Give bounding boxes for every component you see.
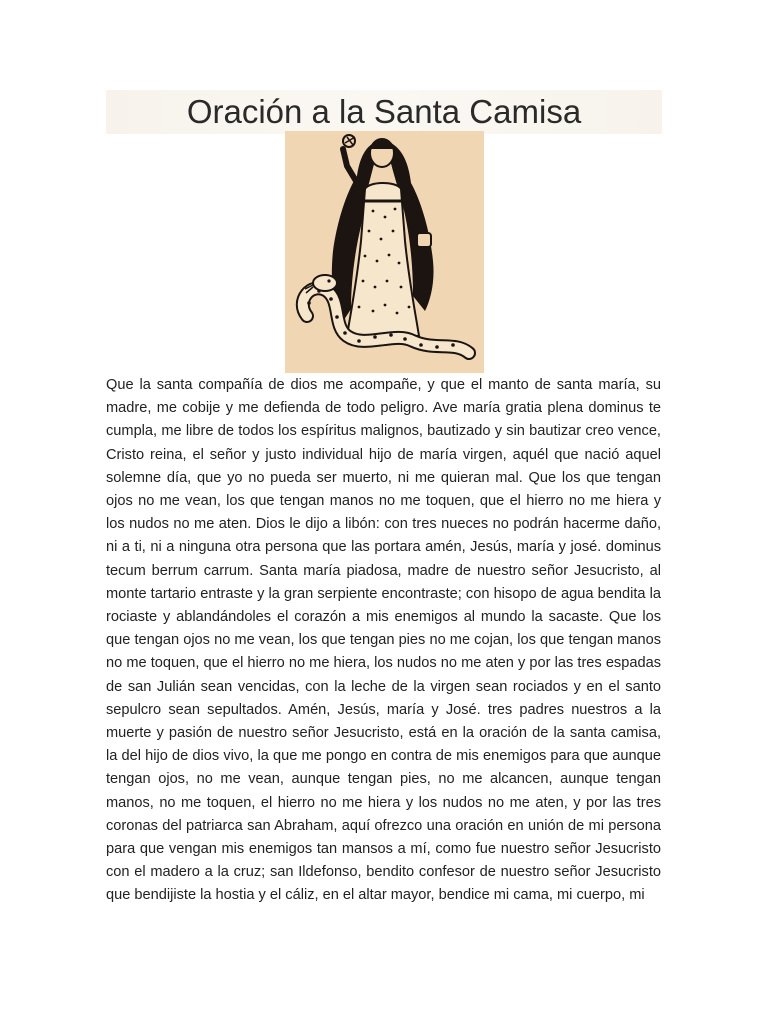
- page-title: Oración a la Santa Camisa: [186, 93, 582, 130]
- prayer-text: Que la santa compañía de dios me acompañe, y que el manto de santa maría, su madre, me cobije y me defienda de todo peligro. Ave maría gratia plena dominus te cumpla, me libre de todos los espíritus malignos, bautizado y sin bautizar creo vence, Cristo reina, el señor y justo individual hijo de maría virgen, aquél que nació aquel solemne día, que yo no pueda ser muerto, ni me quieran mal. Que los que tengan ojos no me vean, los que tengan manos no me toquen, que el hierro no me hiera y los nudos no me aten. Dios le dijo a libón: con tres nueces no podrán hacerme daño, ni a ti, ni a ninguna otra persona que las portara amén, Jesús, maría y josé. dominus tecum berrum carrum. Santa maría piadosa, madre de nuestro señor Jesucristo, al monte tartario entraste y la gran serpiente encontraste; con hisopo de agua bendita la rociaste y ablandándoles el corazón a mis enemigos al mundo la sacaste. Que los que tengan ojos no me vean, los que tengan pies no me cojan, los que tengan manos no me toquen, que el hierro no me hiera, los nudos no me aten y por las tres espadas de san Julián sean vencidas, con la leche de la virgen sean rociados y en el santo sepulcro sean sepultados. Amén, Jesús, maría y José. tres padres nuestros a la muerte y pasión de nuestro señor Jesucristo, está en la oración de la santa camisa, la del hijo de dios vivo, la que me pongo en contra de mis enemigos para que aunque tengan ojos, no me vean, aunque tengan pies, no me alcancen, aunque tengan manos, no me toquen, el hierro no me hiera y los nudos no me aten, y por las tres coronas del patriarca san Abraham, aquí ofrezco una oración en unión de mi persona para que vengan mis enemigos tan mansos a mí, como fue nuestro señor Jesucristo con el madero a la cruz; san Ildefonso, bendito confesor de nuestro señor Jesucristo que bendijiste la hostia y el cáliz, en el altar mayor, bendice mi cama, mi cuerpo, mi: [106, 377, 661, 904]
- virgin-and-serpent-illustration: [285, 131, 484, 373]
